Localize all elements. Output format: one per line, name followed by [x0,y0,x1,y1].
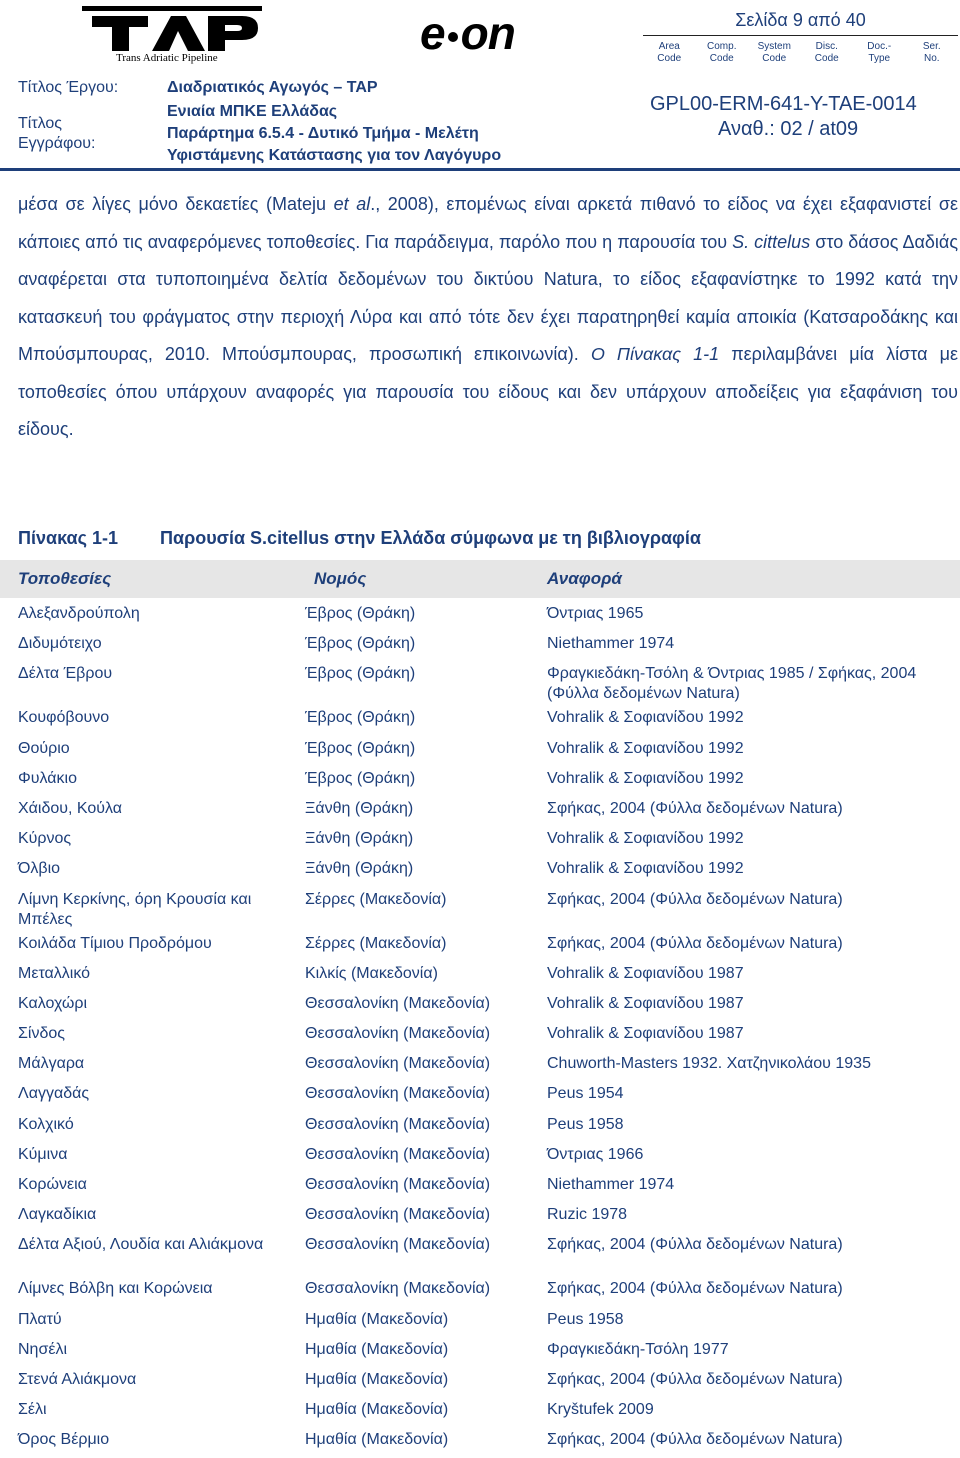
cell-reference: Όντριας 1965 [547,605,644,622]
table-row [0,739,960,769]
cell-reference: Σφήκας, 2004 (Φύλλα δεδομένων Natura) [547,1280,843,1298]
cell-location: Μεταλλικό [18,964,91,982]
doc-type-label: Doc.- Type [867,41,892,64]
table-row [0,1400,960,1430]
document-title-line-1: Ενιαία ΜΠΚΕ Ελλάδας [167,103,338,120]
disc-code-label: Disc. Code [814,41,839,64]
cell-prefecture: Θεσσαλονίκη (Μακεδονία) [305,1115,491,1133]
cell-prefecture: Έβρος (Θράκη) [305,769,416,787]
table-row [0,1205,960,1235]
cell-location: Δέλτα Αξιού, Λουδία και Αλιάκμονα [18,1236,264,1254]
cell-prefecture: Θεσσαλονίκη (Μακεδονία) [305,1025,491,1043]
column-header-location: Τοποθεσίες [18,569,112,588]
document-number: GPL00-ERM-641-Y-TAE-0014 [650,93,917,115]
cell-location: Κύρνος [18,830,72,848]
table-row [0,799,960,829]
tap-logo-subtitle: Trans Adriatic Pipeline [116,52,218,64]
table-row [0,664,960,708]
table-number: Πίνακας 1-1 [18,528,118,548]
table-row [0,1054,960,1084]
cell-prefecture: Κιλκίς (Μακεδονία) [305,964,438,982]
table-row [0,1340,960,1370]
cell-reference: Vohralik & Σοφιανίδου 1987 [547,994,744,1012]
cell-prefecture: Θεσσαλονίκη (Μακεδονία) [305,1176,491,1193]
cell-prefecture: Ξάνθη (Θράκη) [305,860,414,878]
document-header [0,0,960,172]
project-title-label: Τίτλος Έργου: [18,79,119,96]
cell-reference: Vohralik & Σοφιανίδου 1987 [547,1025,744,1043]
paragraph-text: μέσα σε λίγες μόνο δεκαετίες (Mateju [18,194,334,214]
body-paragraph [18,186,958,449]
document-title-line-3: Υφιστάμενης Κατάστασης για τον Λαγόγυρο [167,147,502,164]
cell-prefecture: Θεσσαλονίκη (Μακεδονία) [305,994,491,1012]
cell-location: Φυλάκιο [18,769,77,787]
eon-logo: e on [420,7,515,59]
cell-location: Πλατύ [18,1310,62,1328]
cell-location: Καλοχώρι [18,994,88,1012]
cell-location: Λαγκαδίκια [18,1206,97,1224]
paragraph-text: στο δάσος Δαδιάς αναφέρεται στα τυποποιημένα δελτία δεδομένων του δικτύου Natura, το είδος εξαφανίστηκε το 1992 κατά την κατασκευή του φράγματος στην περιοχή Λύρα και από τότε δεν έχει παρατηρηθεί καμία αποικία (Κατσαροδάκης και Μπούσμπουρας, 2010. Μπούσμπουρας, προσωπική επικοινωνία). [18,231,958,364]
cell-prefecture: Έβρος (Θράκη) [305,739,416,757]
cell-location: Λίμνη Κερκίνης, όρη Κρουσία και Μπέλες [18,890,252,928]
cell-prefecture: Σέρρες (Μακεδονία) [305,890,447,908]
paragraph-text: ., 2008), επομένως είναι αρκετά πιθανό το είδος να έχει εξαφανιστεί σε κάποιες από τις αναφερόμενες τοποθεσίες. Για παράδειγμα, παρόλο που η παρουσία του [18,194,958,252]
table-row [0,934,960,964]
table-title: Παρουσία S.citellus στην Ελλάδα σύμφωνα με τη βιβλιογραφία [160,528,701,548]
cell-prefecture: Ημαθία (Μακεδονία) [305,1310,449,1328]
table-row [0,1279,960,1309]
cell-location: Λίμνες Βόλβη και Κορώνεια [18,1280,213,1298]
cell-prefecture: Έβρος (Θράκη) [305,665,416,683]
cell-prefecture: Θεσσαλονίκη (Μακεδονία) [305,1280,491,1298]
tap-logo-mark [82,6,262,56]
cell-prefecture: Θεσσαλονίκη (Μακεδονία) [305,1145,491,1163]
cell-location: Όρος Βέρμιο [18,1431,110,1449]
table-row [0,1370,960,1400]
paragraph-species-name: S. cittelus [732,231,811,252]
cell-reference: Peus 1958 [547,1115,624,1133]
table-row [0,1145,960,1175]
column-header-prefecture: Νομός [314,569,367,588]
cell-location: Στενά Αλιάκμονα [18,1370,137,1388]
table-row [0,1024,960,1054]
table-body [0,604,960,1458]
cell-location: Νησέλι [18,1340,68,1358]
cell-reference: Vohralik & Σοφιανίδου 1992 [547,709,744,727]
table-row [0,1115,960,1145]
cell-location: Κορώνεια [18,1176,87,1193]
area-code-label: Area Code [657,41,682,64]
cell-location: Χάιδου, Κούλα [18,799,123,817]
cell-location: Κύμινα [18,1145,68,1163]
cell-reference: Όντριας 1966 [547,1145,644,1163]
cell-reference: Kryštufek 2009 [547,1401,654,1419]
cell-reference: Φραγκιεδάκη-Τσόλη & Όντριας 1985 / Σφήκας, 2004 (Φύλλα δεδομένων Natura) [547,665,917,703]
eon-dot-icon [448,32,458,42]
cell-reference: Vohralik & Σοφιανίδου 1992 [547,830,744,848]
paragraph-table-reference: Ο Πίνακας 1-1 [590,344,720,364]
cell-prefecture: Έβρος (Θράκη) [305,709,416,727]
paragraph-text: περιλαμβάνει μία λίστα με τοποθεσίες όπου υπάρχουν αναφορές για παρουσία του είδους και δεν υπάρχουν αποδείξεις για εξαφάνιση του είδους. [18,344,958,439]
cell-reference: Σφήκας, 2004 (Φύλλα δεδομένων Natura) [547,1236,843,1254]
table-row [0,1084,960,1114]
cell-location: Όλβιο [18,860,61,878]
cell-location: Σίνδος [18,1025,65,1043]
cell-location: Κολχικό [18,1115,74,1133]
table-row [0,890,960,934]
document-title-line-2: Παράρτημα 6.5.4 - Δυτικό Τμήμα - Μελέτη [167,125,479,142]
system-code-label: System Code [757,41,791,64]
table-row [0,859,960,889]
cell-prefecture: Θεσσαλονίκη (Μακεδονία) [305,1236,491,1254]
table-row [0,1175,960,1205]
cell-location: Λαγγαδάς [18,1085,90,1103]
cell-reference: Peus 1954 [547,1085,624,1103]
cell-reference: Σφήκας, 2004 (Φύλλα δεδομένων Natura) [547,799,843,817]
column-header-reference: Αναφορά [547,569,622,588]
document-code-labels [643,38,958,70]
table-row [0,604,960,634]
cell-reference: Vohralik & Σοφιανίδου 1992 [547,860,744,878]
cell-location: Κοιλάδα Τίμιου Προδρόμου [18,934,212,952]
cell-reference: Σφήκας, 2004 (Φύλλα δεδομένων Natura) [547,934,843,952]
cell-reference: Σφήκας, 2004 (Φύλλα δεδομένων Natura) [547,890,843,908]
cell-prefecture: Ημαθία (Μακεδονία) [305,1431,449,1449]
cell-prefecture: Ημαθία (Μακεδονία) [305,1340,449,1358]
cell-prefecture: Θεσσαλονίκη (Μακεδονία) [305,1085,491,1103]
cell-prefecture: Ημαθία (Μακεδονία) [305,1401,449,1419]
table-row [0,708,960,738]
cell-reference: Φραγκιεδάκη-Τσόλη 1977 [547,1340,729,1358]
cell-reference: Ruzic 1978 [547,1206,628,1224]
cell-prefecture: Έβρος (Θράκη) [305,635,416,653]
table-header-row [0,560,960,598]
table-row [0,634,960,664]
table-row [0,769,960,799]
cell-reference: Σφήκας, 2004 (Φύλλα δεδομένων Natura) [547,1431,843,1449]
revision-number: Αναθ.: 02 / at09 [718,118,859,140]
cell-location: Διδυμότειχο [18,635,102,653]
cell-reference: Peus 1958 [547,1310,624,1328]
cell-location: Μάλγαρα [18,1055,85,1073]
project-title-value: Διαδριατικός Αγωγός – TAP [167,79,378,96]
cell-prefecture: Θεσσαλονίκη (Μακεδονία) [305,1055,491,1073]
cell-reference: Σφήκας, 2004 (Φύλλα δεδομένων Natura) [547,1370,843,1388]
cell-location: Σέλι [18,1401,47,1419]
cell-prefecture: Σέρρες (Μακεδονία) [305,934,447,952]
cell-location: Δέλτα Έβρου [18,665,113,683]
cell-reference: Niethammer 1974 [547,1176,675,1193]
table-row [0,1235,960,1279]
table-row [0,994,960,1024]
cell-prefecture: Έβρος (Θράκη) [305,605,416,622]
cell-prefecture: Ξάνθη (Θράκη) [305,799,414,817]
cell-reference: Vohralik & Σοφιανίδου 1992 [547,739,744,757]
header-divider [0,168,960,171]
document-title-label: Τίτλος Εγγράφου: [18,115,96,152]
table-row [0,1430,960,1458]
cell-location: Αλεξανδρούπολη [18,605,140,622]
cell-prefecture: Ημαθία (Μακεδονία) [305,1370,449,1388]
table-row [0,829,960,859]
cell-location: Κουφόβουνο [18,709,110,727]
table-row [0,964,960,994]
page-indicator: Σελίδα 9 από 40 [643,6,958,36]
cell-reference: Vohralik & Σοφιανίδου 1987 [547,964,744,982]
cell-prefecture: Ξάνθη (Θράκη) [305,830,414,848]
table-caption [18,528,701,549]
cell-location: Θούριο [18,739,70,757]
cell-reference: Chuworth-Masters 1932. Χατζηνικολάου 1935 [547,1055,871,1073]
ser-no-label: Ser. No. [922,41,941,64]
cell-reference: Vohralik & Σοφιανίδου 1992 [547,769,744,787]
paragraph-italic: et al [333,194,371,214]
cell-prefecture: Θεσσαλονίκη (Μακεδονία) [305,1206,491,1224]
cell-reference: Niethammer 1974 [547,635,675,653]
table-row [0,1310,960,1340]
comp-code-label: Comp. Code [707,41,737,64]
